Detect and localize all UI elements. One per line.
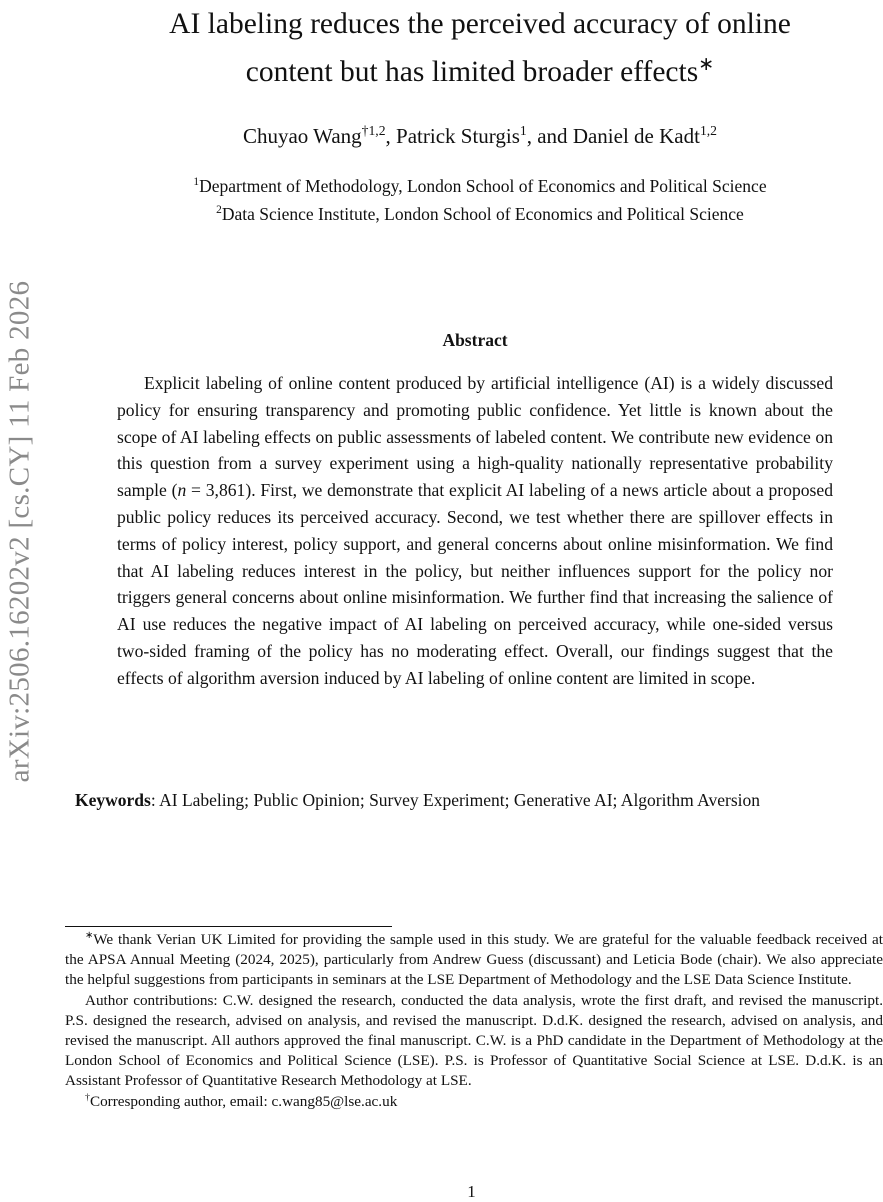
- affiliation-number: 2: [216, 204, 222, 217]
- author-affiliation-mark: 1: [519, 123, 527, 138]
- abstract-text: Explicit labeling of online content produced by artificial intelligence (AI) is a widely discussed policy for ensuring transparency and promoting public confidence. Yet little is known about the scope of AI labeling effects on public assessments of labeled content. We contribute new evidence on this question from a survey experiment using a high-quality nationally representative probability sample (: [117, 373, 833, 501]
- affiliation-number: 1: [193, 176, 200, 189]
- title-line-1: AI labeling reduces the perceived accuracy of online: [169, 8, 791, 40]
- author-separator: , and: [526, 124, 573, 148]
- keywords-label: Keywords: [75, 790, 151, 810]
- keywords-text: : AI Labeling; Public Opinion; Survey Experiment; Generative AI; Algorithm Aversion: [150, 790, 760, 810]
- footnote-text: Corresponding author, email: c.wang85@lse.ac.uk: [89, 1092, 398, 1110]
- affiliation-text: Data Science Institute, London School of Economics and Political Science: [221, 204, 744, 224]
- page-number: 1: [467, 1182, 476, 1201]
- arxiv-identifier-stamp: arXiv:2506.16202v2 [cs.CY] 11 Feb 2026: [3, 280, 36, 783]
- author-name: Chuyao Wang: [242, 124, 362, 148]
- keywords: [75, 790, 760, 811]
- footnotes: [65, 930, 883, 1112]
- title-footnote-mark: ∗: [698, 54, 715, 76]
- author-separator: ,: [385, 124, 397, 148]
- footnote: [65, 991, 883, 1092]
- abstract-body: [117, 370, 833, 692]
- author-list: [60, 124, 883, 149]
- author-name: Daniel de Kadt: [572, 124, 700, 148]
- abstract-heading: Abstract: [442, 330, 508, 350]
- footnote-text: Author contributions: C.W. designed the research, conducted the data analysis, wrote the first draft, and revised the manuscript. P.S. designed the research, advised on analysis, and revised the manuscript. D.d.K. designed the research, advised on analysis, and revised the manuscript. All authors approved the final manuscript. C.W. is a PhD candidate in the Department of Methodology at the London School of Economics and Political Science (LSE). P.S. is Professor of Quantitative Social Science at LSE. D.d.K. is an Assistant Professor of Quantitative Research Methodology at LSE.: [65, 991, 883, 1090]
- title-line-2-text: content but has limited broader effects: [245, 56, 699, 88]
- author-name: Patrick Sturgis: [396, 124, 520, 148]
- sample-size-symbol: n: [177, 480, 187, 501]
- affiliation: [60, 176, 883, 197]
- footnote: [65, 930, 883, 991]
- paper-title: [60, 0, 883, 96]
- author-affiliation-mark: †1,2: [361, 123, 386, 138]
- footnote-text: We thank Verian UK Limited for providing the sample used in this study. We are grateful for the valuable feedback received at the APSA Annual Meeting (2024, 2025), particularly from Andrew Guess (discussant) and Leticia Bode (chair). We also appreciate the helpful suggestions from participants in seminars at the LSE Department of Methodology and the LSE Data Science Institute.: [65, 931, 883, 989]
- affiliation: [60, 204, 883, 225]
- footnote-mark: ∗: [85, 929, 94, 941]
- affiliation-text: Department of Methodology, London School of Economics and Political Science: [199, 176, 767, 196]
- title-line-2: [60, 48, 883, 96]
- footnote: [65, 1092, 883, 1112]
- abstract-text: = 3,861). First, we demonstrate that explicit AI labeling of a news article about a proposed public policy reduces its perceived accuracy. Second, we test whether there are spillover effects in terms of policy interest, policy support, and general concerns about online misinformation. We find that AI labeling reduces interest in the policy, but neither influences support for the policy nor triggers general concerns about online misinformation. We further find that increasing the salience of AI use reduces the negative impact of AI labeling on perceived accuracy, while one-sided versus two-sided framing of the policy has no moderating effect. Overall, our findings suggest that the effects of algorithm aversion induced by AI labeling of online content are limited in scope.: [117, 480, 834, 688]
- footnote-divider: [65, 926, 392, 927]
- author-affiliation-mark: 1,2: [699, 123, 717, 138]
- footnote-mark: †: [85, 1091, 90, 1103]
